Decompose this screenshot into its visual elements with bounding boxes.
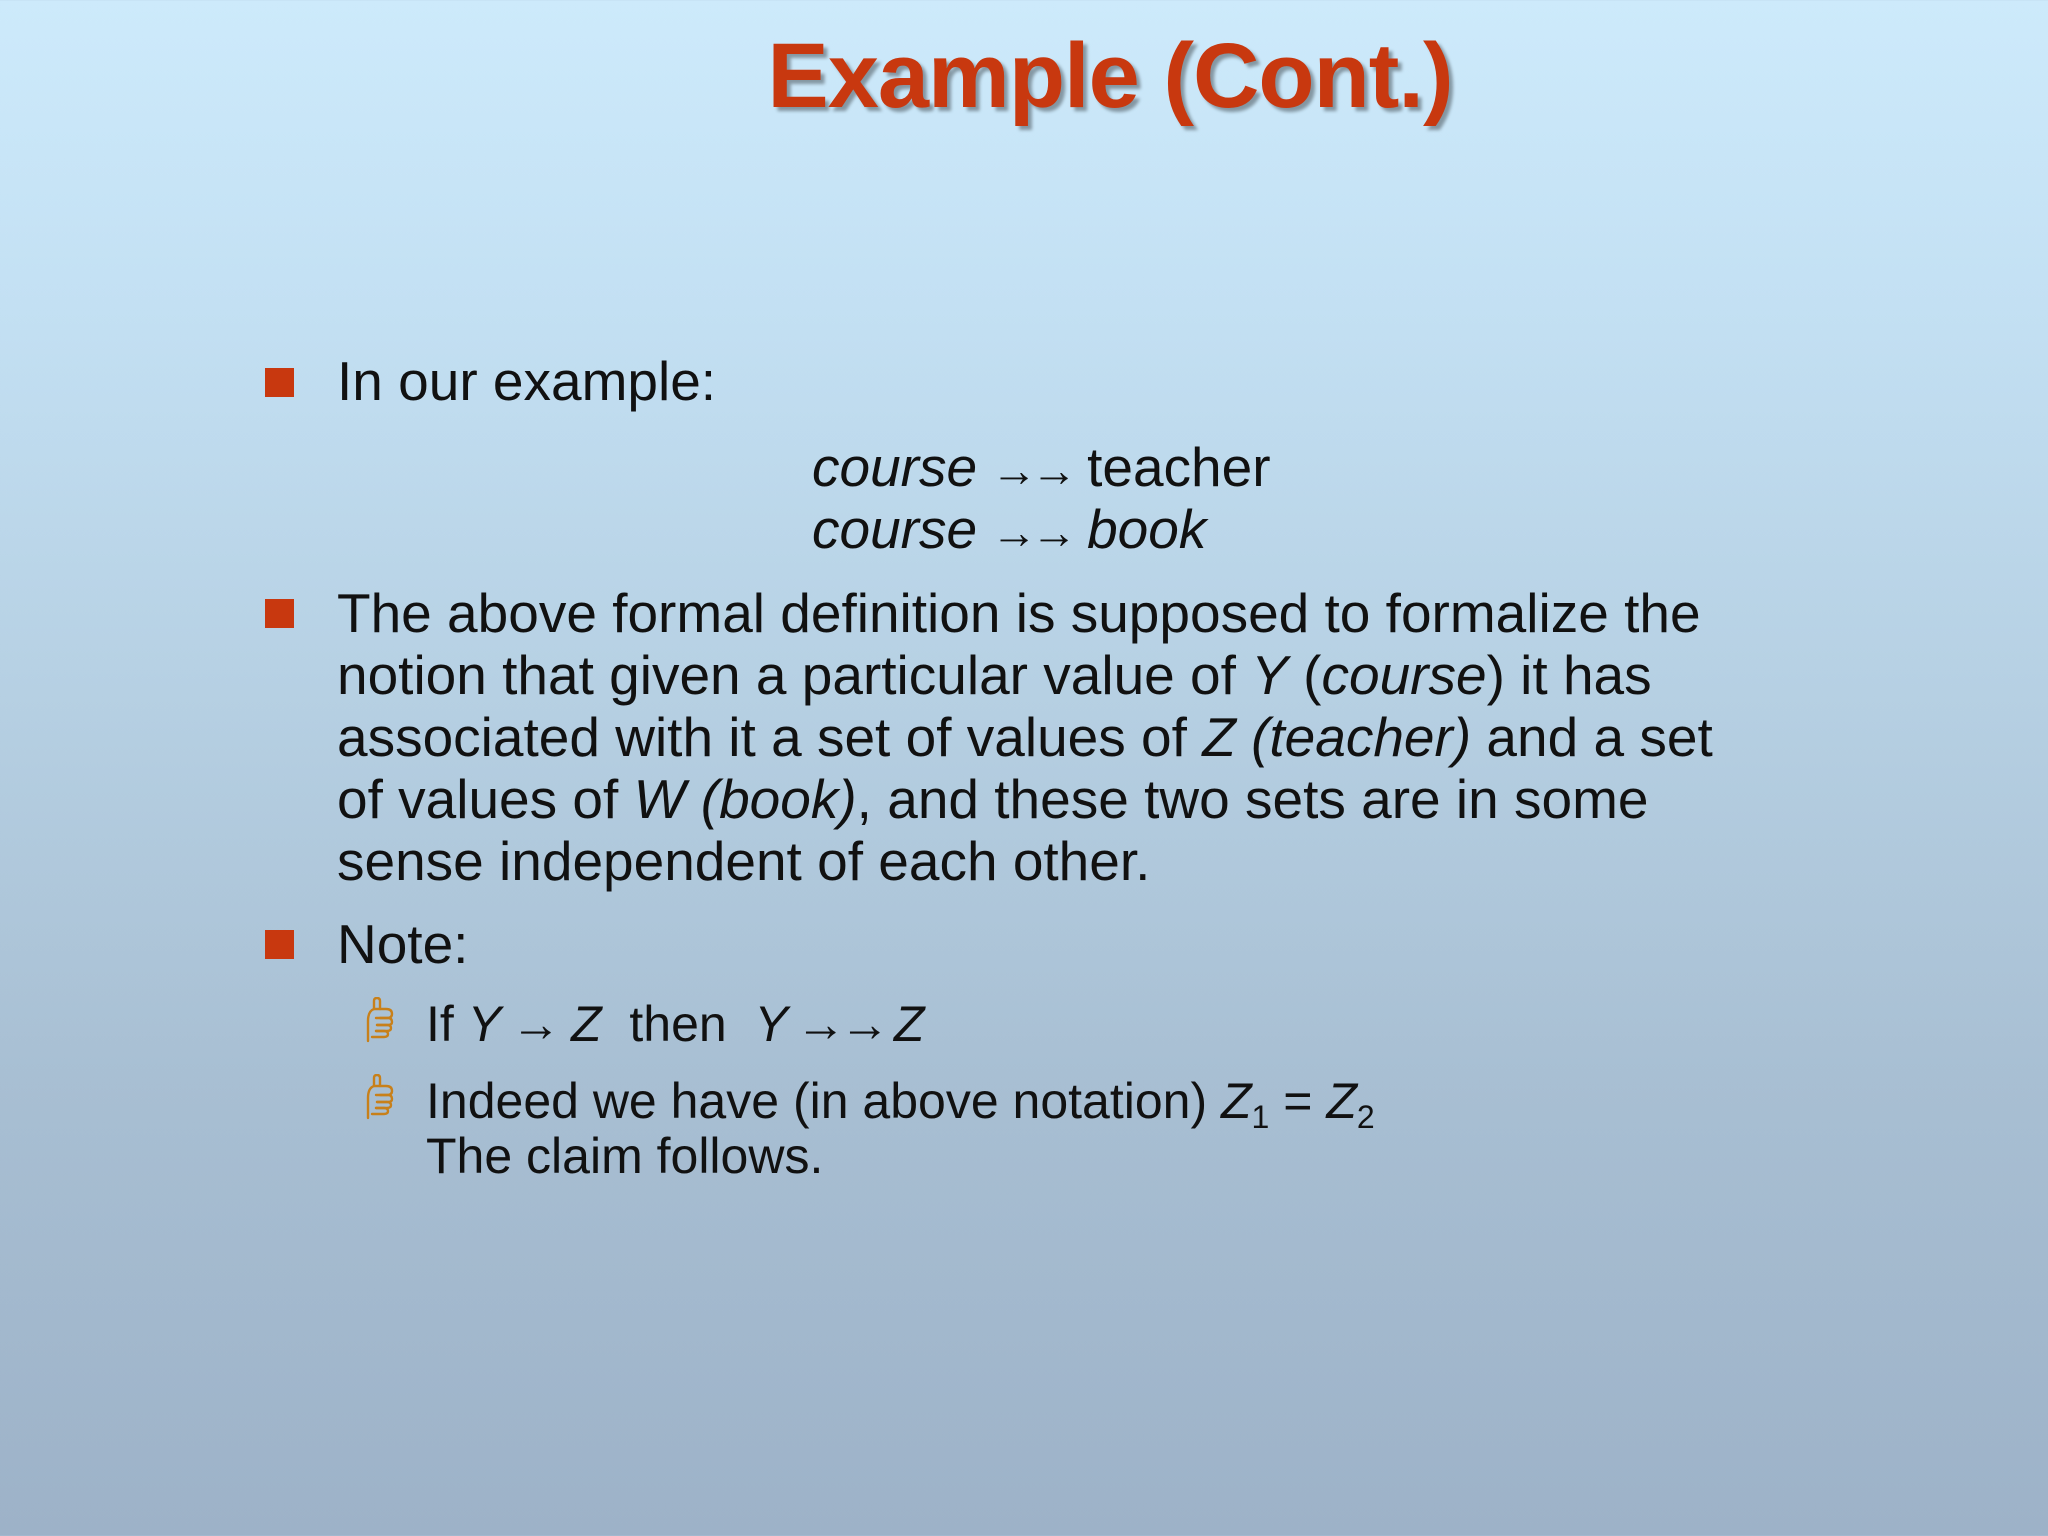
text-span: ( (1287, 644, 1322, 706)
text-span: of values of (337, 768, 634, 830)
sub-bullet-fd-implies-mvd (426, 996, 924, 1052)
mvd-course-teacher (812, 436, 1271, 501)
subscript: 2 (1356, 1099, 1375, 1135)
multivalued-arrow: →→ (991, 506, 1072, 558)
var-z: Z (893, 996, 925, 1052)
subscript: 1 (1251, 1099, 1270, 1135)
multivalued-arrow: →→ (795, 996, 884, 1052)
text-span: , and these two sets are in some (856, 768, 1649, 830)
mvd-course-book (812, 498, 1206, 563)
mvd-rhs: book (1087, 498, 1207, 560)
pointing-hand-icon (362, 1074, 396, 1120)
sub-bullet-claim-follows: The claim follows. (426, 1128, 824, 1184)
var-y: Y (1251, 644, 1288, 706)
var-y: Y (754, 996, 788, 1052)
bullet-definition-line-5: sense independent of each other. (337, 830, 1151, 892)
mvd-lhs: course (812, 436, 978, 498)
bullet-square-icon (265, 599, 294, 628)
multivalued-arrow: →→ (991, 444, 1072, 496)
var-y: Y (467, 996, 502, 1052)
slide-title: Example (Cont.) (767, 25, 1453, 127)
var-z: Z (1326, 1073, 1357, 1129)
functional-arrow: → (511, 996, 562, 1052)
bullet-definition-line-4 (337, 768, 1648, 830)
text-span: associated with it a set of values of (337, 706, 1203, 768)
bullet-definition-line-2 (337, 644, 1652, 706)
var-z-teacher: Z (teacher) (1202, 706, 1472, 768)
text-span: notion that given a particular value of (337, 644, 1252, 706)
text-span: Indeed we have (in above notation) (426, 1073, 1221, 1129)
text-span: then (601, 996, 755, 1052)
mvd-rhs: teacher (1087, 436, 1271, 498)
pointing-hand-icon (362, 997, 396, 1043)
text-span: ) it has (1486, 644, 1652, 706)
var-course: course (1321, 644, 1487, 706)
bullet-in-our-example: In our example: (337, 350, 717, 412)
text-span: = (1269, 1073, 1327, 1129)
text-span: and a set (1471, 706, 1713, 768)
bullet-definition-line-3 (337, 706, 1713, 768)
bullet-definition-line-1: The above formal definition is supposed to formalize the (337, 582, 1701, 644)
var-z: Z (1221, 1073, 1252, 1129)
bullet-note: Note: (337, 913, 469, 975)
mvd-lhs: course (812, 498, 978, 560)
text-span: If (426, 996, 468, 1052)
bullet-square-icon (265, 930, 294, 959)
bullet-square-icon (265, 368, 294, 397)
var-z: Z (571, 996, 602, 1052)
var-w-book: W (book) (633, 768, 857, 830)
